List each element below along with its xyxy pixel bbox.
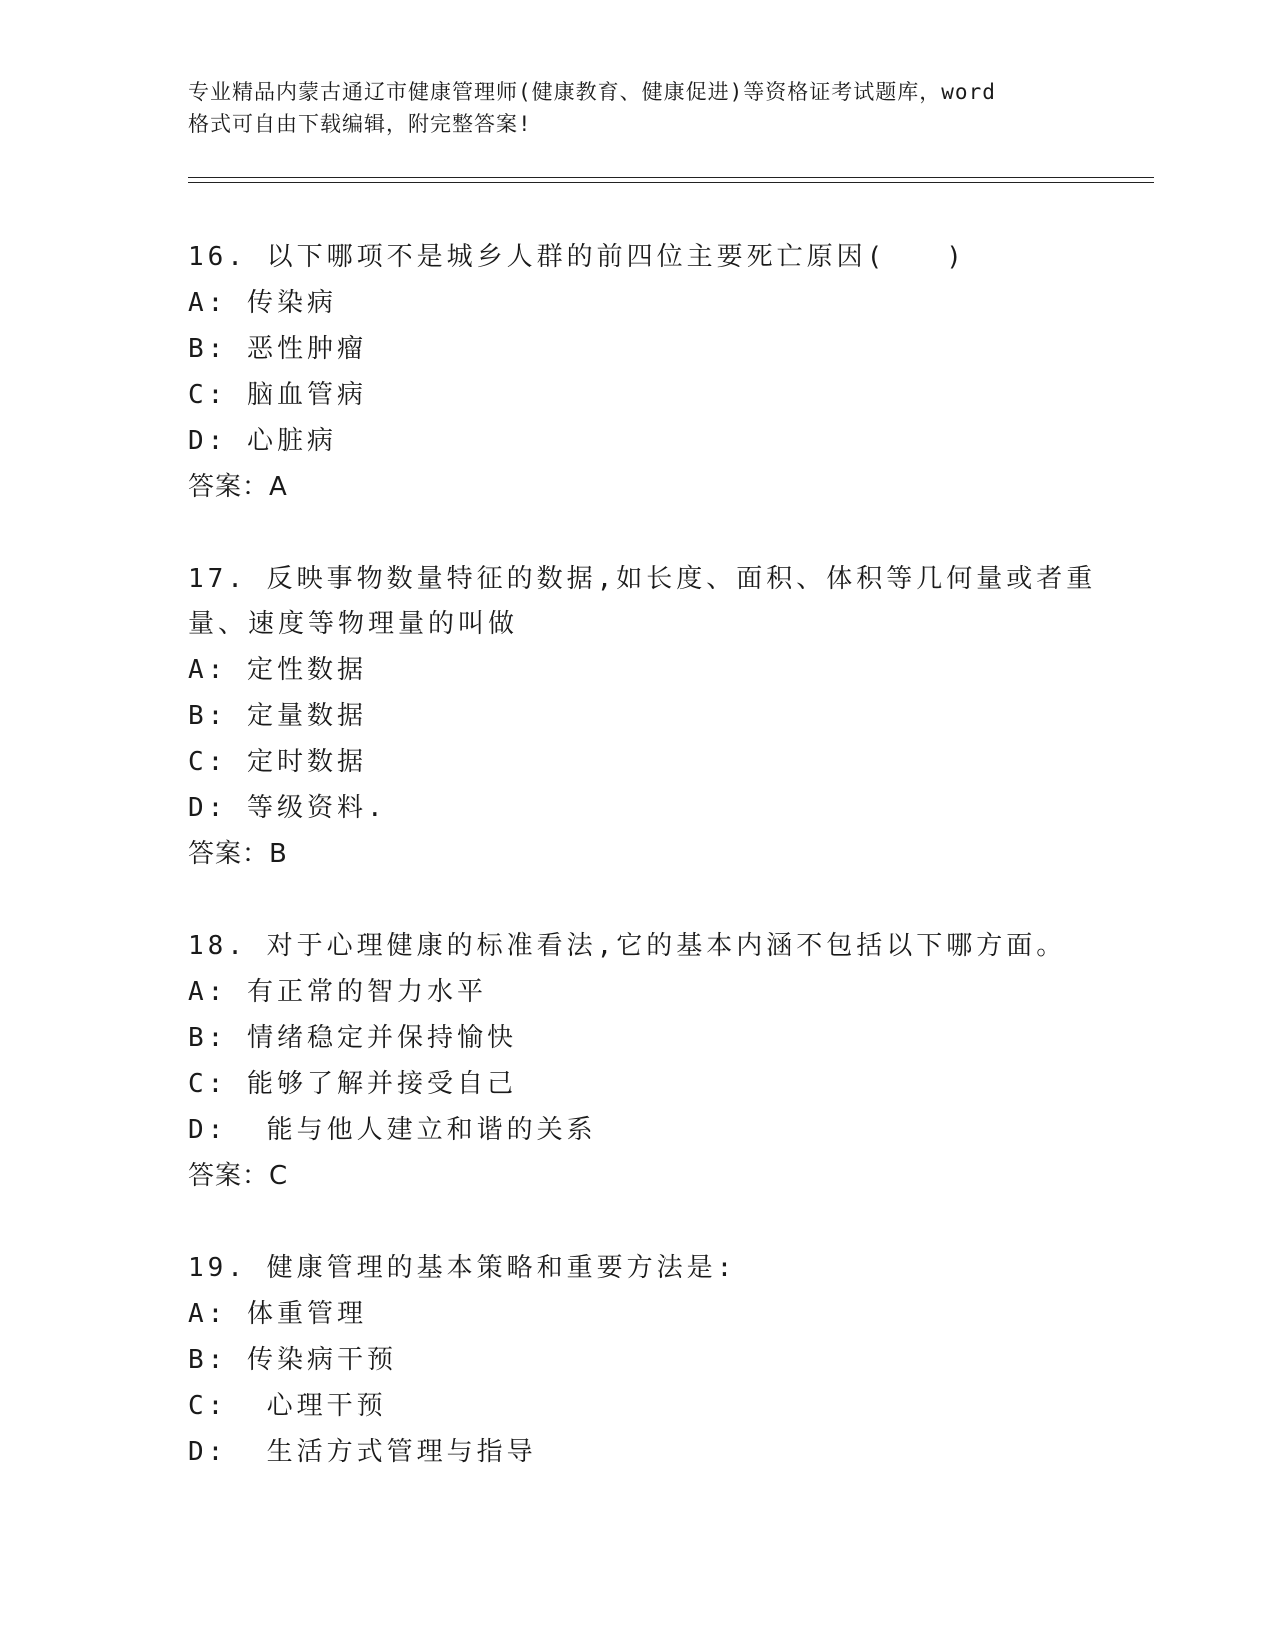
option-a: A: 有正常的智力水平 [188,977,487,1007]
option-d: D: 心脏病 [188,426,337,456]
document-header [188,76,1088,140]
question-stem: 17. 反映事物数量特征的数据,如长度、面积、体积等几何量或者重量、速度等物理量的叫做 [188,564,1097,639]
header-divider-top [188,177,1154,178]
header-divider-bottom [188,182,1154,183]
option-a: A: 传染病 [188,288,337,318]
option-b: B: 传染病干预 [188,1345,397,1375]
option-c: C: 心理干预 [188,1391,387,1421]
answer: 答案：A [188,472,288,502]
question-stem: 16. 以下哪项不是城乡人群的前四位主要死亡原因( ) [188,242,966,272]
option-a: A: 体重管理 [188,1299,367,1329]
option-d: D: 等级资料. [188,793,387,823]
option-c: C: 定时数据 [188,747,367,777]
option-c: C: 能够了解并接受自己 [188,1069,517,1099]
option-c: C: 脑血管病 [188,380,367,410]
option-d: D: 生活方式管理与指导 [188,1437,537,1467]
header-line-2: 格式可自由下载编辑，附完整答案! [188,112,532,136]
question-18 [188,924,1148,1199]
option-a: A: 定性数据 [188,655,367,685]
question-stem: 19. 健康管理的基本策略和重要方法是: [188,1253,737,1283]
question-16 [188,235,1148,510]
option-b: B: 恶性肿瘤 [188,334,367,364]
option-b: B: 定量数据 [188,701,367,731]
question-stem: 18. 对于心理健康的标准看法,它的基本内涵不包括以下哪方面。 [188,931,1067,961]
answer: 答案：C [188,1161,289,1191]
option-d: D: 能与他人建立和谐的关系 [188,1115,597,1145]
answer: 答案：B [188,839,288,869]
question-17 [188,557,1148,877]
option-b: B: 情绪稳定并保持愉快 [188,1023,517,1053]
question-list [188,235,1148,1522]
question-19 [188,1246,1148,1475]
header-line-1: 专业精品内蒙古通辽市健康管理师(健康教育、健康促进)等资格证考试题库，word [188,80,996,104]
